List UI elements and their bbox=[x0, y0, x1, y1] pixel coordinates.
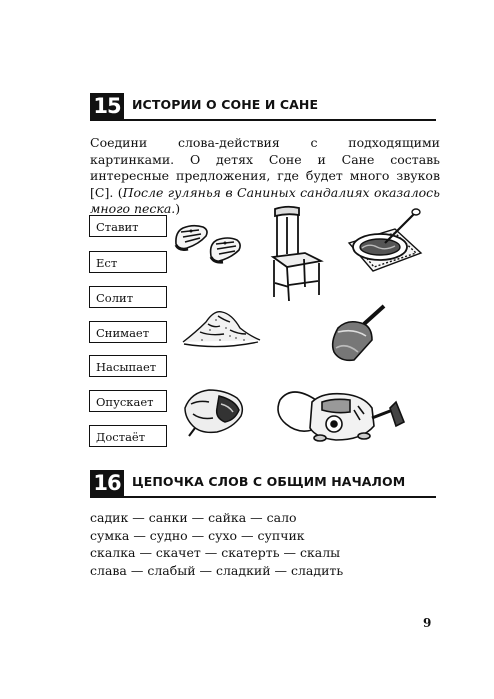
word-box-est[interactable]: Ест bbox=[89, 251, 167, 273]
section-16-title: ЦЕПОЧКА СЛОВ С ОБЩИМ НАЧАЛОМ bbox=[132, 474, 406, 489]
word-box-dostaet[interactable]: Достаёт bbox=[89, 425, 167, 447]
chain-line: скалка — скачет — скатерть — скалы bbox=[90, 545, 341, 560]
section-15-header bbox=[90, 93, 436, 121]
word-box-solit[interactable]: Солит bbox=[89, 286, 167, 308]
scoop-icon[interactable] bbox=[328, 302, 388, 366]
word-box-opuskaet[interactable]: Опускает bbox=[89, 390, 167, 412]
word-box-nasypaet[interactable]: Насыпает bbox=[89, 355, 167, 377]
vacuum-cleaner-icon[interactable] bbox=[272, 380, 412, 450]
instruction-example: После гулянья в Саниных сандалиях оказалось много песка. bbox=[90, 184, 440, 216]
section-15-number: 15 bbox=[90, 93, 124, 119]
sand-pile-icon[interactable] bbox=[180, 302, 262, 352]
word-chains bbox=[90, 509, 343, 579]
word-box-snimaet[interactable]: Снимает bbox=[89, 321, 167, 343]
section-15-title: ИСТОРИИ О СОНЕ И САНЕ bbox=[132, 97, 319, 112]
chain-line: сумка — судно — сухо — супчик bbox=[90, 527, 305, 543]
salo-icon[interactable] bbox=[181, 384, 249, 438]
section-16-header bbox=[90, 470, 436, 498]
instruction-close: ) bbox=[175, 201, 181, 216]
section-16-number: 16 bbox=[90, 470, 124, 496]
chain-line: слава — слабый — сладкий — сладить bbox=[90, 562, 344, 578]
instruction-text: Соедини слова-действия с подходящими картинками. О детях Соне и Сане составь интересные предложения, где будет много звуков [С]. ( bbox=[90, 135, 440, 200]
word-box-stavit[interactable]: Ставит bbox=[89, 215, 167, 237]
soup-bowl-icon[interactable] bbox=[345, 207, 423, 273]
sandals-icon[interactable] bbox=[173, 218, 243, 266]
page-number: 9 bbox=[423, 616, 432, 630]
chain-line: садик — санки — сайка — сало bbox=[90, 510, 297, 525]
chair-icon[interactable] bbox=[265, 205, 325, 303]
